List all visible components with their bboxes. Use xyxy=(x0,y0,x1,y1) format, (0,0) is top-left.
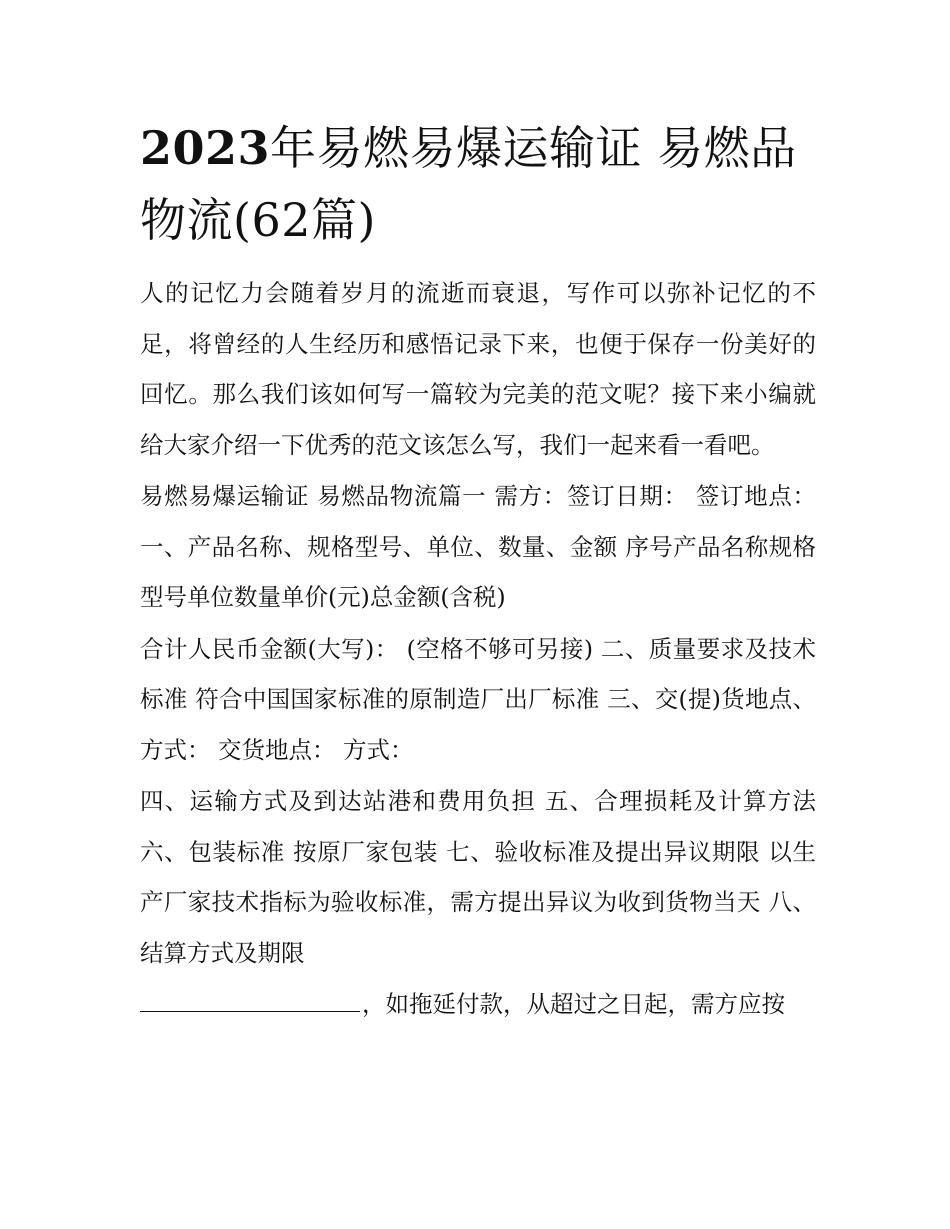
intro-paragraph: 人的记忆力会随着岁月的流逝而衰退，写作可以弥补记忆的不足，将曾经的人生经历和感悟记录下来，也便于保存一份美好的回忆。那么我们该如何写一篇较为完美的范文呢？接下来小编就给大家介绍一下优秀的范文该怎么写，我们一起来看一看吧。 xyxy=(140,279,816,459)
contract-header-paragraph: 易燃易爆运输证 易燃品物流篇一 需方：签订日期： 签订地点： 一、产品名称、规格型号、单位、数量、金额 序号产品名称规格型号单位数量单价(元)总金额(含税) xyxy=(140,482,816,611)
terms-paragraph: 四、运输方式及到达站港和费用负担 五、合理损耗及计算方法 六、包装标准 按原厂家包装 七、验收标准及提出异议期限 以生产厂家技术指标为验收标准，需方提出异议为收到货物当天 八、结算方式及期限 xyxy=(140,787,816,967)
payment-text: ，如拖延付款，从超过之日起，需方应按 xyxy=(362,990,785,1018)
document-title xyxy=(140,112,816,256)
document-page xyxy=(140,112,816,1031)
title-year: 2023 xyxy=(140,121,271,175)
title-text: 年易燃易爆运输证 易燃品物流(62篇) xyxy=(140,121,797,247)
fill-in-blank xyxy=(140,985,360,1012)
payment-paragraph xyxy=(140,979,816,1030)
quality-paragraph: 合计人民币金额(大写)： (空格不够可另接) 二、质量要求及技术标准 符合中国国家标准的原制造厂出厂标准 三、交(提)货地点、方式： 交货地点： 方式： xyxy=(140,634,816,764)
